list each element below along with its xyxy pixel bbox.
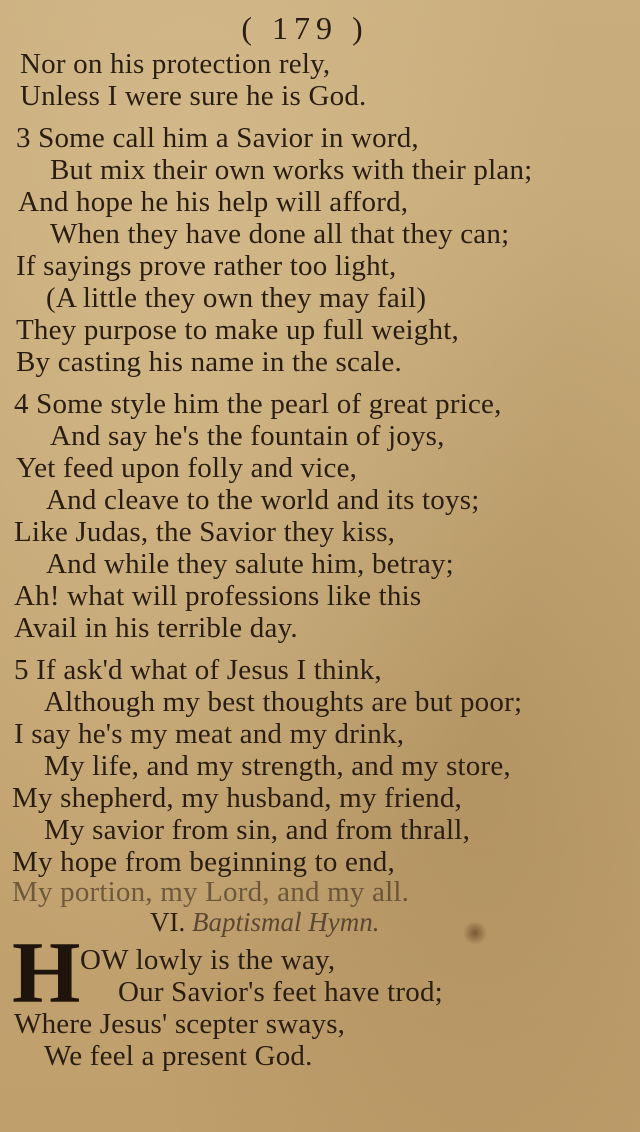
text-line-10: By casting his name in the scale. xyxy=(16,346,402,378)
text-line-26: My portion, my Lord, and my all. xyxy=(12,876,410,908)
text-line-14: And cleave to the world and its toys; xyxy=(46,484,480,516)
text-line-9: They purpose to make up full weight, xyxy=(16,314,459,346)
text-line-1: Nor on his protection rely, xyxy=(20,48,331,80)
text-line-3: 3 Some call him a Savior in word, xyxy=(16,122,419,154)
text-line-11: 4 Some style him the pearl of great price, xyxy=(14,388,502,420)
text-line-12: And say he's the fountain of joys, xyxy=(50,420,445,452)
text-line-15: Like Judas, the Savior they kiss, xyxy=(14,516,396,548)
text-line-6: When they have done all that they can; xyxy=(50,218,510,250)
text-line-22: My life, and my strength, and my store, xyxy=(44,750,511,782)
page-number: ( 179 ) xyxy=(241,10,369,46)
text-line-16: And while they salute him, betray; xyxy=(46,548,454,580)
hymn-number: VI. xyxy=(150,907,186,937)
text-line-8: (A little they own they may fail) xyxy=(46,282,427,314)
text-line-19: 5 If ask'd what of Jesus I think, xyxy=(14,654,382,686)
hymn-line-1: OW lowly is the way, xyxy=(80,944,336,976)
text-line-20: Although my best thoughts are but poor; xyxy=(44,686,523,718)
hymn-line-2: Our Savior's feet have trod; xyxy=(118,976,443,1008)
hymn-heading xyxy=(150,906,379,938)
text-line-5: And hope he his help will afford, xyxy=(18,186,409,218)
drop-cap: H xyxy=(12,925,81,1022)
text-line-7: If sayings prove rather too light, xyxy=(16,250,397,282)
text-line-25: My hope from beginning to end, xyxy=(12,846,395,878)
text-line-2: Unless I were sure he is God. xyxy=(20,80,367,112)
ink-smudge xyxy=(462,922,488,944)
hymn-title: Baptismal Hymn. xyxy=(192,907,380,937)
text-line-21: I say he's my meat and my drink, xyxy=(14,718,405,750)
text-line-18: Avail in his terrible day. xyxy=(14,612,298,644)
text-line-4: But mix their own works with their plan; xyxy=(50,154,533,186)
hymn-line-3: Where Jesus' scepter sways, xyxy=(14,1008,346,1040)
text-line-13: Yet feed upon folly and vice, xyxy=(16,452,358,484)
hymn-line-4: We feel a present God. xyxy=(44,1040,313,1072)
text-line-23: My shepherd, my husband, my friend, xyxy=(12,782,462,814)
text-line-17: Ah! what will professions like this xyxy=(14,580,422,612)
text-line-24: My savior from sin, and from thrall, xyxy=(44,814,471,846)
